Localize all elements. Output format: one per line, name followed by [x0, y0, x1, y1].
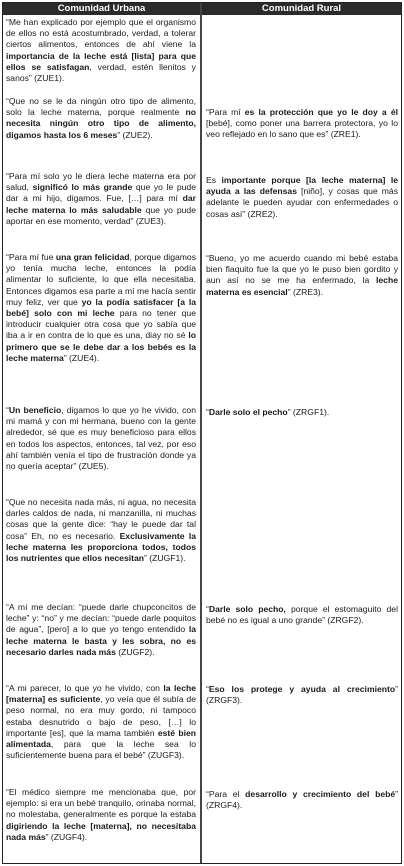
- column-divider: [200, 3, 202, 863]
- quote-run: “: [6, 405, 9, 415]
- quote-bold-run: leche materna es esencial: [206, 275, 398, 297]
- quote-run: , yo veía que él subía de peso normal, no era muy gordo, ni tampoco estaba desnutrido o bajo de peso, […] lo importante [es], que la mama también: [6, 694, 196, 738]
- quote-run: Es: [206, 175, 222, 185]
- quote-run: “Para mí solo yo le diera leche materna era por salud,: [6, 171, 196, 193]
- quote-urbana-9: [6, 787, 196, 843]
- quote-run: ” (ZUGF1).: [144, 553, 186, 564]
- quote-run: ” (ZRGF4).: [206, 789, 399, 811]
- quote-run: , verdad, estén llenitos y sanos” (ZUE1).: [6, 61, 196, 84]
- quote-urbana-1: [6, 17, 196, 84]
- quote-run: “Para mí fue: [6, 252, 56, 262]
- quote-run: “Que no necesita nada más, ni agua, no necesita darles caldos de nada, ni manzanilla, ni muchas cosas que la gente dice: “hay le puede dar tal cosa” Eh, no es necesario.: [6, 497, 196, 541]
- quote-bold-run: desarrollo y crecimiento del bebé: [245, 789, 396, 799]
- quote-bold-run: la leche materna le basta y les sobra, no es necesario darles nada más: [6, 624, 196, 657]
- quote-rural-2: [206, 175, 398, 220]
- quote-run: , porque digamos yo tenía mucha leche, entonces la podía alimentar lo suficiente, lo que ella necesitaba. Entonces digamos esa parte a mí me hacía sentir muy feliz, ver que: [6, 252, 197, 307]
- quote-bold-run: Darle solo pecho,: [208, 604, 286, 614]
- quote-run: “Me han explicado por ejemplo que el organismo de ellos no está acostumbrado, verdad, a tolerar ciertos alimentos, entonces de ahí viene la: [6, 17, 196, 50]
- quote-run: “Que no se le da ningún otro tipo de alimento, solo la leche materna, porque realmente: [6, 96, 196, 118]
- quote-urbana-4: [6, 252, 196, 364]
- quote-urbana-7: [6, 602, 196, 658]
- quote-bold-run: lo primero que se le debe dar a los bebés es la leche materna: [6, 330, 196, 363]
- quote-run: ” (ZRE3).: [287, 286, 324, 297]
- quote-run: “Para el: [206, 789, 246, 799]
- quote-run: ” (ZRGF3).: [206, 684, 398, 706]
- quote-urbana-6: [6, 497, 196, 564]
- quote-bold-run: yo la podía satisfacer [a la bebé] solo con mi leche: [6, 296, 197, 319]
- quote-run: ” (ZUE4).: [63, 352, 100, 363]
- quote-bold-run: la leche [materna] es suficiente: [6, 683, 197, 705]
- quote-run: “: [206, 684, 209, 694]
- quote-bold-run: Eso los protege y ayuda al crecimiento: [208, 684, 396, 694]
- quote-bold-run: no necesita ningún otro tipo de alimento, digamos hasta los 6 meses: [6, 107, 196, 140]
- quote-urbana-3: [6, 171, 196, 227]
- quote-run: , para que la leche sea lo suficientemente buena para el bebé” (ZUGF3).: [6, 739, 196, 761]
- quote-bold-run: digiriendo la leche [materna], no necesitaba nada más: [6, 820, 196, 842]
- quote-run: ” (ZRGF1).: [287, 407, 330, 417]
- quote-run: porque el estomaguito del bebé no es igual a uno grande” (ZRGF2).: [206, 604, 398, 626]
- quote-run: (ZUGF2).: [115, 646, 155, 657]
- quote-run: ” (ZUE2).: [117, 129, 153, 140]
- quote-run: “El médico siempre me mencionaba que, por ejemplo: si era un bebé tranquilo, orinaba normal, no molestaba, generalmente es porque la estaba: [6, 787, 196, 820]
- quote-run: [bebé], como poner una barrera protectora, yo lo veo reflejado en lo sano que es” (ZRE1).: [206, 118, 398, 140]
- quotes-table: [2, 2, 402, 864]
- quote-run: [niño], y cosas que más adelante le pueden ayudar con enfermedades o cosas así” (ZRE2).: [206, 186, 399, 219]
- quote-bold-run: dar leche materna lo más saludable: [6, 193, 196, 215]
- header-urbana: Comunidad Urbana: [3, 3, 200, 15]
- quote-bold-run: una gran felicidad: [55, 252, 130, 262]
- quote-run: “A mí me decían: “puede darle chupconcitos de leche” y: “no” y me decían: “puede darle poquitos de agua”, [pero] a lo que yo tengo entendido: [6, 602, 196, 635]
- quote-bold-run: es la protección que yo le doy a él: [244, 107, 398, 117]
- quote-bold-run: significó lo más grande: [32, 182, 133, 193]
- quote-run: ” (ZUGF4).: [45, 831, 88, 842]
- quote-urbana-2: [6, 96, 196, 141]
- quote-rural-5: [206, 604, 398, 626]
- quote-rural-6: [206, 684, 398, 706]
- quote-rural-7: [206, 789, 398, 811]
- quote-bold-run: esté bien alimentada: [6, 727, 196, 750]
- quote-rural-1: [206, 107, 398, 141]
- quote-bold-run: Un beneficio: [8, 405, 62, 415]
- quote-urbana-8: [6, 683, 196, 761]
- quote-run: “Bueno, yo me acuerdo cuando mi bebé estaba bien flaquito fue la que yo le puso bien gordito y aun así no se me ha enfermado, la: [206, 253, 398, 286]
- quote-run: que yo le pude dar a mi hijo, digamos. Fue, […] para mí: [6, 182, 196, 204]
- quote-bold-run: Exclusivamente la leche materna les proporciona todos, todos los nutrientes que ellos necesitan: [6, 530, 196, 564]
- quote-run: “Para mí: [206, 107, 245, 117]
- quote-run: para no tener que introducir cualquier otra cosa que yo sabía que iba a ir en contra de lo que es una, diay no sé: [6, 308, 196, 341]
- quote-bold-run: Darle solo el pecho: [208, 407, 288, 417]
- quote-rural-3: [206, 253, 398, 298]
- quote-run: “: [206, 604, 209, 614]
- quote-run: “: [206, 407, 209, 417]
- quote-run: , digamos lo que yo he vivido, con mi mamá y con mi hermana, bueno con la gente alrededor, sé que es muy beneficioso para ellos en todos los aspectos, entonces, tal vez, por eso ahí también venía el tipo de frustración donde ya no quería aceptar” (ZUE5).: [6, 405, 196, 472]
- quote-run: “A mi parecer, lo que yo he vivido, con: [6, 683, 164, 693]
- quote-bold-run: importante porque [la leche materna] le ayuda a las defensas: [206, 175, 398, 197]
- quote-run: que yo pude aportar en ese momento, verdad” (ZUE3).: [6, 204, 196, 226]
- quote-rural-4: [206, 407, 398, 418]
- quote-bold-run: importancia de la leche está [lista] para que ellos se satisfagan: [6, 50, 196, 72]
- header-rural: Comunidad Rural: [202, 3, 401, 15]
- quote-urbana-5: [6, 405, 196, 472]
